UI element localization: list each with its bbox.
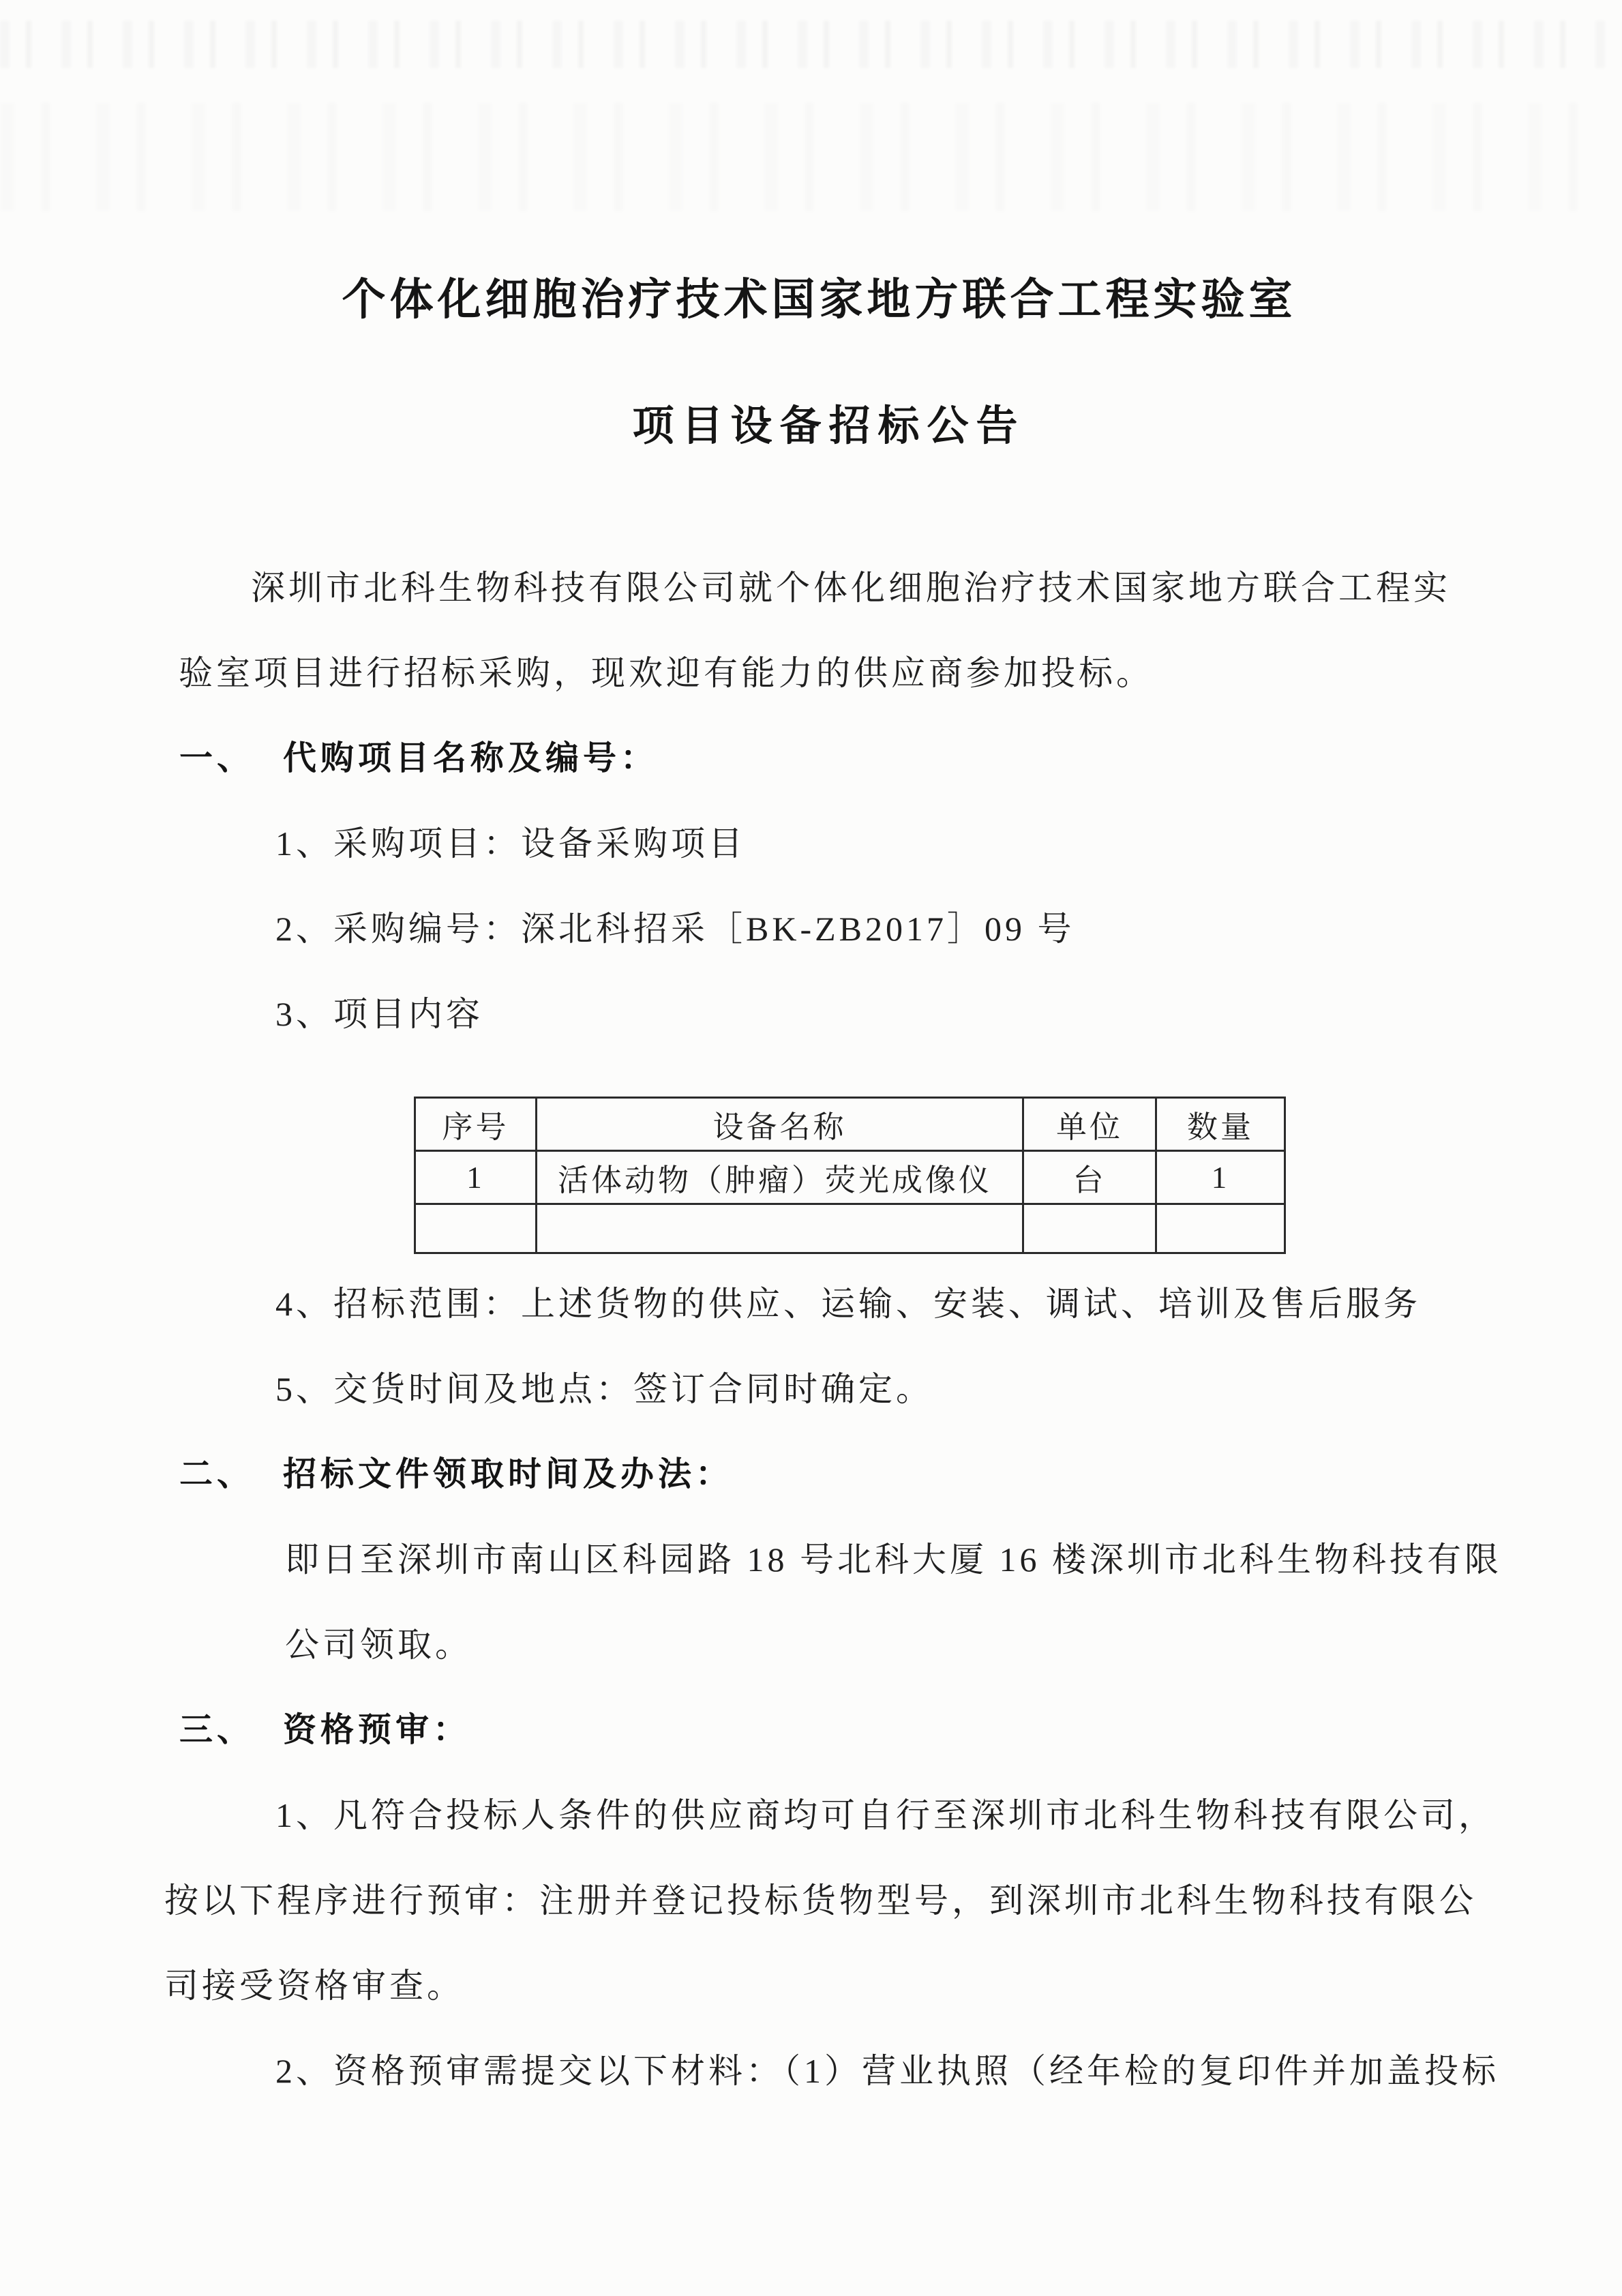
col-header-index: 序号	[415, 1098, 537, 1151]
col-header-quantity: 数量	[1156, 1098, 1285, 1151]
cell-unit: 台	[1023, 1151, 1156, 1204]
section2-body-line2: 公司领取。	[285, 1626, 472, 1664]
cell-empty	[1156, 1204, 1285, 1253]
section3-item1-line2: 按以下程序进行预审：注册并登记投标货物型号，到深圳市北科生物科技有限公	[164, 1881, 1477, 1920]
section3-item1-line1: 1、凡符合投标人条件的供应商均可自行至深圳市北科生物科技有限公司，	[275, 1796, 1496, 1834]
section1-heading-text: 代购项目名称及编号：	[283, 739, 659, 777]
document-title-line1: 个体化细胞治疗技术国家地方联合工程实验室	[342, 275, 1297, 324]
cell-empty	[415, 1204, 537, 1253]
scan-artifact-upper	[0, 102, 1622, 211]
scan-artifact-top	[0, 20, 1622, 68]
section3-number: 三、	[179, 1711, 255, 1748]
equipment-table-row	[415, 1151, 1285, 1204]
cell-empty	[1023, 1204, 1156, 1253]
equipment-table-header-row	[415, 1098, 1285, 1151]
section1-item4: 4、招标范围：上述货物的供应、运输、安装、调试、培训及售后服务	[275, 1285, 1421, 1323]
cell-quantity: 1	[1156, 1151, 1285, 1204]
section3-heading-text: 资格预审：	[283, 1711, 471, 1748]
section1-heading	[179, 739, 658, 778]
section2-body-line1: 即日至深圳市南山区科园路 18 号北科大厦 16 楼深圳市北科生物科技有限	[285, 1540, 1502, 1579]
cell-empty	[537, 1204, 1023, 1253]
section1-item2: 2、采购编号：深北科招采［BK-ZB2017］09 号	[275, 910, 1075, 948]
equipment-table-empty-row	[415, 1204, 1285, 1253]
intro-paragraph-line1: 深圳市北科生物科技有限公司就个体化细胞治疗技术国家地方联合工程实	[251, 569, 1451, 607]
section3-heading	[179, 1710, 470, 1750]
section1-item1: 1、采购项目：设备采购项目	[275, 824, 746, 863]
col-header-name: 设备名称	[537, 1098, 1023, 1151]
intro-paragraph-line2: 验室项目进行招标采购，现欢迎有能力的供应商参加投标。	[179, 654, 1154, 692]
section3-item2-line1: 2、资格预审需提交以下材料：（1）营业执照（经年检的复印件并加盖投标	[275, 2052, 1499, 2090]
section2-number: 二、	[179, 1455, 255, 1493]
cell-equipment-name: 活体动物（肿瘤）荧光成像仪	[537, 1151, 1023, 1204]
document-title-line2: 项目设备招标公告	[632, 404, 1025, 449]
section2-heading-text: 招标文件领取时间及办法：	[283, 1455, 734, 1493]
section1-item5: 5、交货时间及地点：签订合同时确定。	[275, 1370, 933, 1408]
equipment-table	[414, 1097, 1286, 1254]
section2-heading	[179, 1455, 733, 1494]
section1-item3: 3、项目内容	[275, 995, 483, 1033]
cell-index: 1	[415, 1151, 537, 1204]
section1-number: 一、	[179, 739, 255, 777]
section3-item1-line3: 司接受资格审查。	[164, 1967, 464, 2005]
col-header-unit: 单位	[1023, 1098, 1156, 1151]
